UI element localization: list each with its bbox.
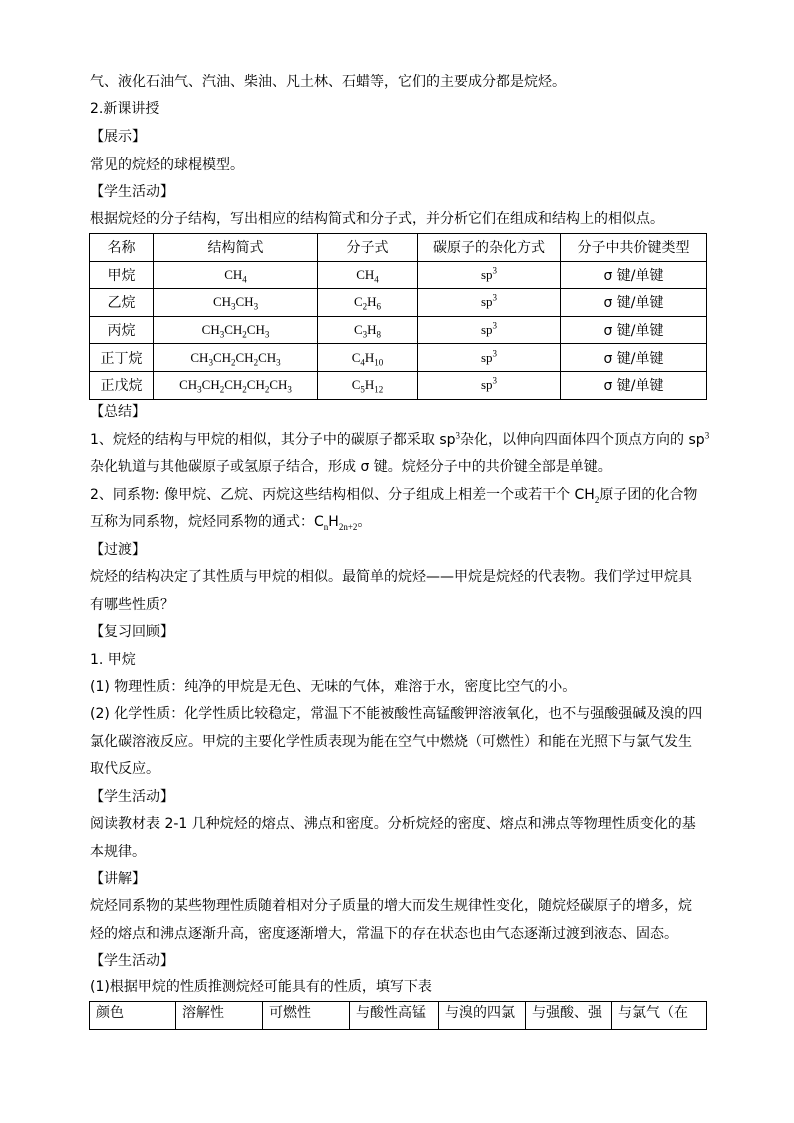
bracket-heading: 【总结】 — [90, 404, 146, 420]
alkane-name-cell: 正戊烷 — [90, 371, 154, 399]
bond-type-cell: σ 键/单键 — [561, 261, 707, 289]
molecular-formula-cell: $C_3H_8$ — [318, 316, 418, 344]
molecular-formula-cell: $C_4H_{10}$ — [318, 344, 418, 372]
structural-formula-cell: $CH_3CH_3$ — [154, 289, 318, 317]
table-row — [90, 344, 707, 372]
hybridization-cell: $sp^3$ — [418, 371, 561, 399]
paragraph-text: 阅读教材表 2-1 几种烷烃的熔点、沸点和密度。分析烷烃的密度、熔点和沸点等物理性质变化的基 — [90, 816, 696, 832]
hybridization-cell: $sp^3$ — [418, 344, 561, 372]
alkane-name-cell: 乙烷 — [90, 289, 154, 317]
table-header-row — [90, 1002, 707, 1030]
alkane-name-cell: 丙烷 — [90, 316, 154, 344]
paragraph-text: 气、液化石油气、汽油、柴油、凡土林、石蜡等，它们的主要成分都是烷烃。 — [90, 74, 566, 90]
bracket-heading: 【讲解】 — [90, 871, 146, 887]
subsection-heading: 1. 甲烷 — [90, 652, 136, 668]
structural-formula-cell: $CH_4$ — [154, 261, 318, 289]
table-header-cell: 分子式 — [318, 234, 418, 262]
table-header-cell: 颜色 — [90, 1002, 176, 1030]
bond-type-cell: σ 键/单键 — [561, 371, 707, 399]
table-row — [90, 261, 707, 289]
bond-type-cell: σ 键/单键 — [561, 289, 707, 317]
structural-formula-cell: $CH_3CH_2CH_3$ — [154, 316, 318, 344]
bracket-heading: 【学生活动】 — [90, 953, 174, 969]
table-header-cell: 与强酸、强 — [526, 1002, 612, 1030]
table-header-cell: 分子中共价键类型 — [561, 234, 707, 262]
paragraph-text: (1)根据甲烷的性质推测烷烃可能具有的性质，填写下表 — [90, 979, 432, 995]
section-heading: 2.新课讲授 — [90, 101, 160, 117]
summary-paragraph-1-cont: 杂化轨道与其他碳原子或氢原子结合，形成 σ 键。烷烃分子中的共价键全部是单键。 — [90, 459, 612, 475]
alkane-properties-table — [89, 1001, 707, 1030]
bond-type-cell: σ 键/单键 — [561, 344, 707, 372]
paragraph-text: (2) 化学性质：化学性质比较稳定，常温下不能被酸性高锰酸钾溶液氧化，也不与强酸强碱及溴的四 — [90, 706, 703, 722]
summary-paragraph-2: 2、同系物: 像甲烷、乙烷、丙烷这些结构相似、分子组成上相差一个或若干个 $CH_2$原子团的化合物 — [90, 487, 698, 505]
paragraph-text: 根据烷烃的分子结构，写出相应的结构简式和分子式，并分析它们在组成和结构上的相似点。 — [90, 211, 664, 227]
molecular-formula-cell: $C_2H_6$ — [318, 289, 418, 317]
summary-paragraph-1: 1、烷烃的结构与甲烷的相似，其分子中的碳原子都采取 $sp^3$杂化，以伸向四面体四个顶点方向的 $sp^3$ — [90, 430, 710, 448]
paragraph-text: (1) 物理性质：纯净的甲烷是无色、无味的气体，难溶于水，密度比空气的小。 — [90, 679, 577, 695]
table-row — [90, 316, 707, 344]
alkane-name-cell: 甲烷 — [90, 261, 154, 289]
table-header-cell: 与氯气（在 — [612, 1002, 707, 1030]
table-header-cell: 可燃性 — [263, 1002, 350, 1030]
hybridization-cell: $sp^3$ — [418, 289, 561, 317]
paragraph-text: 有哪些性质？ — [90, 597, 174, 613]
bracket-heading: 【展示】 — [90, 129, 146, 145]
molecular-formula-cell: $C_5H_{12}$ — [318, 371, 418, 399]
table-header-cell: 结构简式 — [154, 234, 318, 262]
alkane-structure-table — [89, 233, 707, 400]
structural-formula-cell: $CH_3CH_2CH_2CH_2CH_3$ — [154, 371, 318, 399]
paragraph-text: 烷烃同系物的某些物理性质随着相对分子质量的增大而发生规律性变化，随烷烃碳原子的增多，烷 — [90, 898, 692, 914]
bracket-heading: 【学生活动】 — [90, 184, 174, 200]
hybridization-cell: $sp^3$ — [418, 261, 561, 289]
table-row — [90, 371, 707, 399]
bracket-heading: 【复习回顾】 — [90, 624, 174, 640]
bond-type-cell: σ 键/单键 — [561, 316, 707, 344]
alkane-name-cell: 正丁烷 — [90, 344, 154, 372]
bracket-heading: 【学生活动】 — [90, 789, 174, 805]
paragraph-text: 氯化碳溶液反应。甲烷的主要化学性质表现为能在空气中燃烧（可燃性）和能在光照下与氯气发生 — [90, 734, 692, 750]
paragraph-text: 烷烃的结构决定了其性质与甲烷的相似。最简单的烷烃——甲烷是烷烃的代表物。我们学过甲烷具 — [90, 569, 692, 585]
paragraph-text: 取代反应。 — [90, 761, 160, 777]
table-header-cell: 溶解性 — [176, 1002, 263, 1030]
table-row — [90, 289, 707, 317]
paragraph-text: 本规律。 — [90, 844, 146, 860]
summary-paragraph-2-cont: 互称为同系物，烷烃同系物的通式：$C_nH_{2n+2}$。 — [90, 514, 372, 532]
bracket-heading: 【过渡】 — [90, 542, 146, 558]
paragraph-text: 烃的熔点和沸点逐渐升高，密度逐渐增大，常温下的存在状态也由气态逐渐过渡到液态、固态。 — [90, 926, 678, 942]
table-header-row — [90, 234, 707, 262]
table-header-cell: 碳原子的杂化方式 — [418, 234, 561, 262]
structural-formula-cell: $CH_3CH_2CH_2CH_3$ — [154, 344, 318, 372]
table-header-cell: 与溴的四氯 — [439, 1002, 526, 1030]
paragraph-text: 常见的烷烃的球棍模型。 — [90, 157, 244, 173]
hybridization-cell: $sp^3$ — [418, 316, 561, 344]
molecular-formula-cell: $CH_4$ — [318, 261, 418, 289]
table-header-cell: 与酸性高锰 — [350, 1002, 439, 1030]
table-header-cell: 名称 — [90, 234, 154, 262]
